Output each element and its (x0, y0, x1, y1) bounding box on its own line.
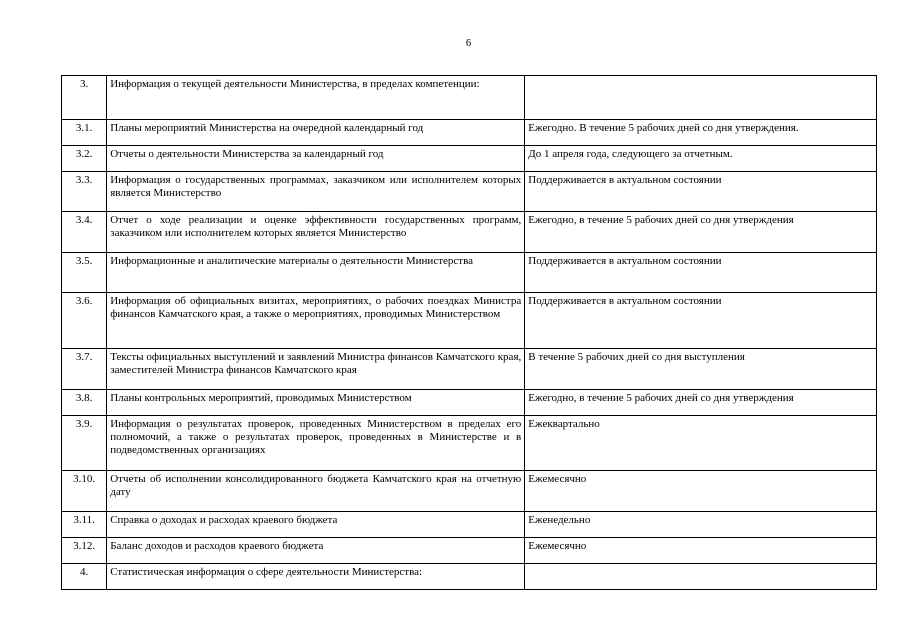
table-row (62, 212, 877, 253)
row-description: Справка о доходах и расходах краевого бюджета (107, 512, 525, 538)
page-number: 6 (465, 38, 472, 49)
row-term: До 1 апреля года, следующего за отчетным. (525, 146, 877, 172)
table-row (62, 538, 877, 564)
row-description: Информация о государственных программах, заказчиком или исполнителем которых является Министерство (107, 172, 525, 212)
row-number: 3. (62, 76, 107, 120)
row-number: 4. (62, 564, 107, 590)
table-row (62, 471, 877, 512)
table-row (62, 76, 877, 120)
row-term: Поддерживается в актуальном состоянии (525, 172, 877, 212)
row-number: 3.8. (62, 390, 107, 416)
information-table (61, 75, 877, 590)
table-row (62, 564, 877, 590)
row-description: Планы мероприятий Министерства на очередной календарный год (107, 120, 525, 146)
row-term: Еженедельно (525, 512, 877, 538)
row-term: Ежеквартально (525, 416, 877, 471)
row-number: 3.4. (62, 212, 107, 253)
table-row (62, 512, 877, 538)
row-description: Баланс доходов и расходов краевого бюджета (107, 538, 525, 564)
table-row (62, 390, 877, 416)
row-number: 3.1. (62, 120, 107, 146)
row-description: Планы контрольных мероприятий, проводимых Министерством (107, 390, 525, 416)
row-term (525, 76, 877, 120)
row-description: Информация об официальных визитах, мероприятиях, о рабочих поездках Министра финансов Камчатского края, а также о мероприятиях, проводимых Министерством (107, 293, 525, 349)
row-description: Отчет о ходе реализации и оценке эффективности государственных программ, заказчиком или исполнителем которых является Министерство (107, 212, 525, 253)
row-description: Тексты официальных выступлений и заявлений Министра финансов Камчатского края, заместителей Министра финансов Камчатского края (107, 349, 525, 390)
table-row (62, 349, 877, 390)
table-row (62, 146, 877, 172)
row-term: Ежегодно. В течение 5 рабочих дней со дня утверждения. (525, 120, 877, 146)
row-number: 3.10. (62, 471, 107, 512)
row-number: 3.2. (62, 146, 107, 172)
row-term: Ежегодно, в течение 5 рабочих дней со дня утверждения (525, 212, 877, 253)
row-term: Поддерживается в актуальном состоянии (525, 253, 877, 293)
table-row (62, 172, 877, 212)
row-term: Ежегодно, в течение 5 рабочих дней со дня утверждения (525, 390, 877, 416)
table-row (62, 253, 877, 293)
row-number: 3.11. (62, 512, 107, 538)
row-term: Ежемесячно (525, 471, 877, 512)
row-description: Статистическая информация о сфере деятельности Министерства: (107, 564, 525, 590)
row-description: Информация о результатах проверок, проведенных Министерством в пределах его полномочий, а также о результатах проверок, проведенных в Министерстве и в подведомственных организациях (107, 416, 525, 471)
row-term (525, 564, 877, 590)
row-number: 3.3. (62, 172, 107, 212)
row-number: 3.9. (62, 416, 107, 471)
row-term: Поддерживается в актуальном состоянии (525, 293, 877, 349)
table-row (62, 120, 877, 146)
row-term: В течение 5 рабочих дней со дня выступления (525, 349, 877, 390)
row-number: 3.12. (62, 538, 107, 564)
row-number: 3.6. (62, 293, 107, 349)
row-number: 3.7. (62, 349, 107, 390)
row-description: Отчеты о деятельности Министерства за календарный год (107, 146, 525, 172)
row-description: Информационные и аналитические материалы о деятельности Министерства (107, 253, 525, 293)
table-row (62, 416, 877, 471)
row-term: Ежемесячно (525, 538, 877, 564)
row-number: 3.5. (62, 253, 107, 293)
table-row (62, 293, 877, 349)
row-description: Отчеты об исполнении консолидированного бюджета Камчатского края на отчетную дату (107, 471, 525, 512)
row-description: Информация о текущей деятельности Министерства, в пределах компетенции: (107, 76, 525, 120)
